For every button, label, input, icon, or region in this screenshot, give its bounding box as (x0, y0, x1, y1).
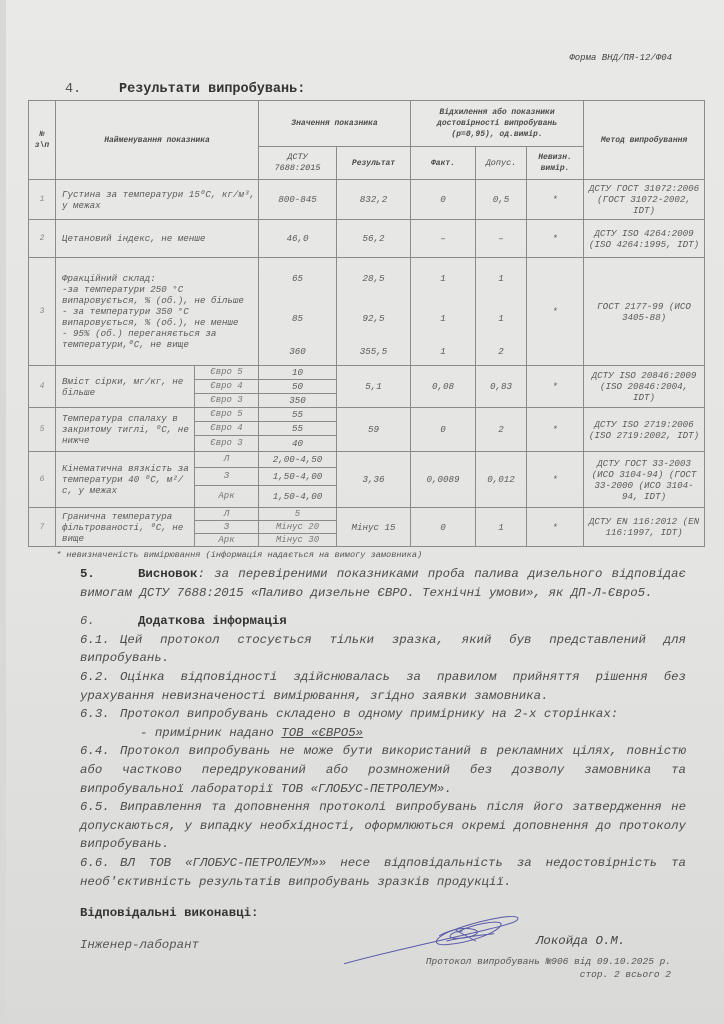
row-standards (259, 258, 337, 366)
row-result: Мінус 15 (337, 508, 411, 547)
row-allowed: 2 (476, 408, 527, 452)
table-footnote: * невизначеність вимірювання (інформація надається на вимогу замовника) (56, 550, 423, 560)
signer-name: Локойда О.М. (536, 934, 626, 949)
row-allowed: 0,012 (476, 452, 527, 508)
results-table (28, 100, 705, 547)
row-alloweds (476, 258, 527, 366)
sub-label: Л (195, 452, 259, 468)
fact-250: 1 (440, 273, 446, 284)
header-fact: Факт. (411, 147, 476, 180)
header-name: Найменування показника (56, 101, 259, 180)
info-item (80, 705, 686, 724)
row-name: Густина за температури 15⁰С, кг/м³, у межах (56, 180, 259, 220)
sub-value: 55 (259, 408, 337, 422)
row-uncertainty: * (527, 258, 584, 366)
info-text: Протокол випробувань складено в одному примірнику на 2-х сторінках: (120, 707, 619, 722)
row-method: ДСТУ EN 116:2012 (EN 116:1997, IDT) (584, 508, 705, 547)
row-result: 59 (337, 408, 411, 452)
sub-value: Мінус 30 (259, 534, 337, 547)
signature-area (0, 925, 724, 1005)
sub-label: Євро 5 (195, 408, 259, 422)
sub-value: Мінус 20 (259, 521, 337, 534)
info-num: 6.5. (80, 800, 110, 815)
allowed-95: 2 (498, 346, 504, 357)
row-fact: – (411, 220, 476, 258)
row-fact: 0,0089 (411, 452, 476, 508)
allowed-250: 1 (498, 273, 504, 284)
row-uncertainty: * (527, 408, 584, 452)
row-uncertainty: * (527, 366, 584, 408)
row-result: 5,1 (337, 366, 411, 408)
row-no: 6 (29, 452, 56, 508)
row-method: ДСТУ ГОСТ 33-2003 (ИСО 3104-94) (ГОСТ 33-2000 (ИСО 3104-94, IDT) (584, 452, 705, 508)
sub-label: Євро 3 (195, 394, 259, 408)
row-method: ДСТУ ISO 20846:2009 (ISO 20846:2004, IDT) (584, 366, 705, 408)
row-no: 3 (29, 258, 56, 366)
row-no: 1 (29, 180, 56, 220)
sub-label: З (195, 521, 259, 534)
row-uncertainty: * (527, 508, 584, 547)
copy-prefix: - примірник надано (140, 725, 282, 740)
table-row (29, 180, 705, 220)
responsible-title: Відповідальні виконавці: (80, 906, 259, 921)
sub-value: 2,00-4,50 (259, 452, 337, 468)
sub-label: Євро 4 (195, 422, 259, 436)
protocol-reference: Протокол випробувань №906 від 09.10.2025 р. (425, 956, 671, 968)
additional-info (80, 612, 686, 891)
signer-role: Інженер-лаборант (80, 938, 199, 953)
row-no: 5 (29, 408, 56, 452)
sub-value: 55 (259, 422, 337, 436)
row-results (337, 258, 411, 366)
form-code: Форма ВНД/ПЯ-12/Ф04 (569, 53, 672, 63)
section-title-text: Результати випробувань: (119, 82, 306, 97)
info-item (80, 631, 686, 668)
additional-title: Додаткова інформація (138, 614, 287, 629)
row-no: 2 (29, 220, 56, 258)
row-method: ДСТУ ISO 4264:2009 (ISO 4264:1995, IDT) (584, 220, 705, 258)
sub-label: З (195, 468, 259, 486)
sub-value: 1,50-4,00 (259, 486, 337, 508)
sub-label: Арк (195, 534, 259, 547)
sub-value: 350 (259, 394, 337, 408)
row-uncertainty: * (527, 220, 584, 258)
protocol-footer (426, 955, 671, 981)
result-250: 28,5 (362, 273, 385, 284)
info-text: Протокол випробувань не може бути використаний в рекламних цілях, повністю або частково передрукований або розмножений без дозволу замовника та випробувальної лабораторії ТОВ «ГЛОБУС-ПЕТРОЛЕУМ». (80, 744, 686, 796)
result-95: 355,5 (359, 346, 388, 357)
info-text: Цей протокол стосується тільки зразка, який був представлений для випробувань. (80, 632, 686, 666)
table-row (29, 220, 705, 258)
sub-label: Євро 3 (195, 436, 259, 452)
row-name: Гранична температура фільтрованості, ⁰С, не вище (56, 508, 195, 547)
conclusion-number: 5. (80, 567, 95, 581)
row-standard: 800-845 (259, 180, 337, 220)
row-name: Фракційний склад: -за температури 250 °С випаровується, % (об.), не більше - за температури 350 °С випаровується, % (об.), не менше - 95% (об.) переганяється за температури,⁰С, не вище (56, 258, 259, 366)
sub-label: Л (195, 508, 259, 521)
sub-value: 10 (259, 366, 337, 380)
info-num: 6.1. (80, 632, 110, 647)
header-no: № з\п (29, 101, 56, 180)
row-name: Цетановий індекс, не менше (56, 220, 259, 258)
header-uncertainty: Невизн. вимір. (527, 147, 584, 180)
copy-recipient: ТОВ «ЄВРО5» (281, 725, 364, 740)
info-text: Оцінка відповідності здійснювалась за правилом прийняття рішення без урахування невизначеності вимірювання, згідно заявки замовника. (80, 669, 686, 703)
standard-250: 65 (291, 273, 304, 284)
row-result: 3,36 (337, 452, 411, 508)
row-result: 832,2 (337, 180, 411, 220)
header-method: Метод випробування (584, 101, 705, 180)
header-result: Результат (337, 147, 411, 180)
header-allowed: Допус. (476, 147, 527, 180)
info-num: 6.6. (80, 855, 110, 870)
info-item (80, 854, 686, 891)
header-standard: ДСТУ 7688:2015 (259, 147, 337, 180)
sub-value: 1,50-4,00 (259, 468, 337, 486)
sub-value: 50 (259, 380, 337, 394)
row-fact: 0 (411, 408, 476, 452)
row-fact: 0 (411, 508, 476, 547)
additional-heading (80, 612, 686, 631)
row-allowed: 0,83 (476, 366, 527, 408)
table-row (29, 258, 705, 366)
fact-350: 1 (440, 313, 446, 324)
conclusion-label: Висновок (138, 567, 198, 581)
additional-number: 6. (80, 614, 95, 629)
signature-stroke (447, 930, 494, 941)
info-text: ВЛ ТОВ «ГЛОБУС-ПЕТРОЛЕУМ»» несе відповідальність за недостовірність та необ'єктивність результатів випробувань зразків продукції. (80, 855, 686, 889)
info-num: 6.4. (80, 744, 110, 759)
sub-label: Євро 4 (195, 380, 259, 394)
table-row (29, 408, 705, 422)
result-350: 92,5 (362, 313, 385, 324)
section-number: 4. (65, 82, 82, 97)
row-allowed: 0,5 (476, 180, 527, 220)
info-item (80, 742, 686, 798)
header-value-group: Значення показника (259, 101, 411, 147)
row-allowed: – (476, 220, 527, 258)
row-method: ДСТУ ГОСТ 31072:2006 (ГОСТ 31072-2002, IDT) (584, 180, 705, 220)
copy-recipient-line (80, 724, 686, 743)
row-result: 56,2 (337, 220, 411, 258)
table-row (29, 452, 705, 468)
info-text: Виправлення та доповнення протоколі випробувань після його затвердження не допускаються, у випадку необхідності, оформлюються окремі доповнення до протоколу випробувань. (80, 800, 686, 852)
row-standard: 46,0 (259, 220, 337, 258)
sub-label: Євро 5 (195, 366, 259, 380)
conclusion (80, 565, 686, 602)
allowed-350: 1 (498, 313, 504, 324)
info-num: 6.3. (80, 707, 110, 722)
row-no: 4 (29, 366, 56, 408)
row-method: ДСТУ ISO 2719:2006 (ISO 2719:2002, IDT) (584, 408, 705, 452)
row-uncertainty: * (527, 452, 584, 508)
page-number: стор. 2 всього 2 (579, 969, 671, 981)
info-item (80, 798, 686, 854)
standard-350: 85 (291, 313, 304, 324)
section-4-title (65, 82, 724, 98)
row-fact: 0,08 (411, 366, 476, 408)
row-name: Температура спалаху в закритому тиглі, ⁰С, не нижче (56, 408, 195, 452)
row-name: Кінематична вязкість за температури 40 ⁰С, м²/с, у межах (56, 452, 195, 508)
fact-95: 1 (440, 346, 446, 357)
row-no: 7 (29, 508, 56, 547)
row-method: ГОСТ 2177-99 (ИСО 3405-88) (584, 258, 705, 366)
header-row-1 (29, 101, 705, 147)
standard-95: 360 (289, 346, 306, 357)
sub-label: Арк (195, 486, 259, 508)
table-row (29, 366, 705, 380)
info-num: 6.2. (80, 669, 110, 684)
table-row (29, 508, 705, 521)
info-item (80, 668, 686, 705)
row-name: Вміст сірки, мг/кг, не більше (56, 366, 195, 408)
row-facts (411, 258, 476, 366)
conclusion-text: : за перевіреними показниками проба палива дизельного відповідає вимогам ДСТУ 7688:2015 «Паливо дизельне ЄВРО. Технічні умови», як ДП-Л-Євро5. (80, 567, 686, 600)
row-fact: 0 (411, 180, 476, 220)
header-deviation-group: Відхилення або показники достовірності випробувань (р=0,95), од.вимір. (411, 101, 584, 147)
sub-value: 5 (259, 508, 337, 521)
row-allowed: 1 (476, 508, 527, 547)
sub-value: 40 (259, 436, 337, 452)
row-uncertainty: * (527, 180, 584, 220)
